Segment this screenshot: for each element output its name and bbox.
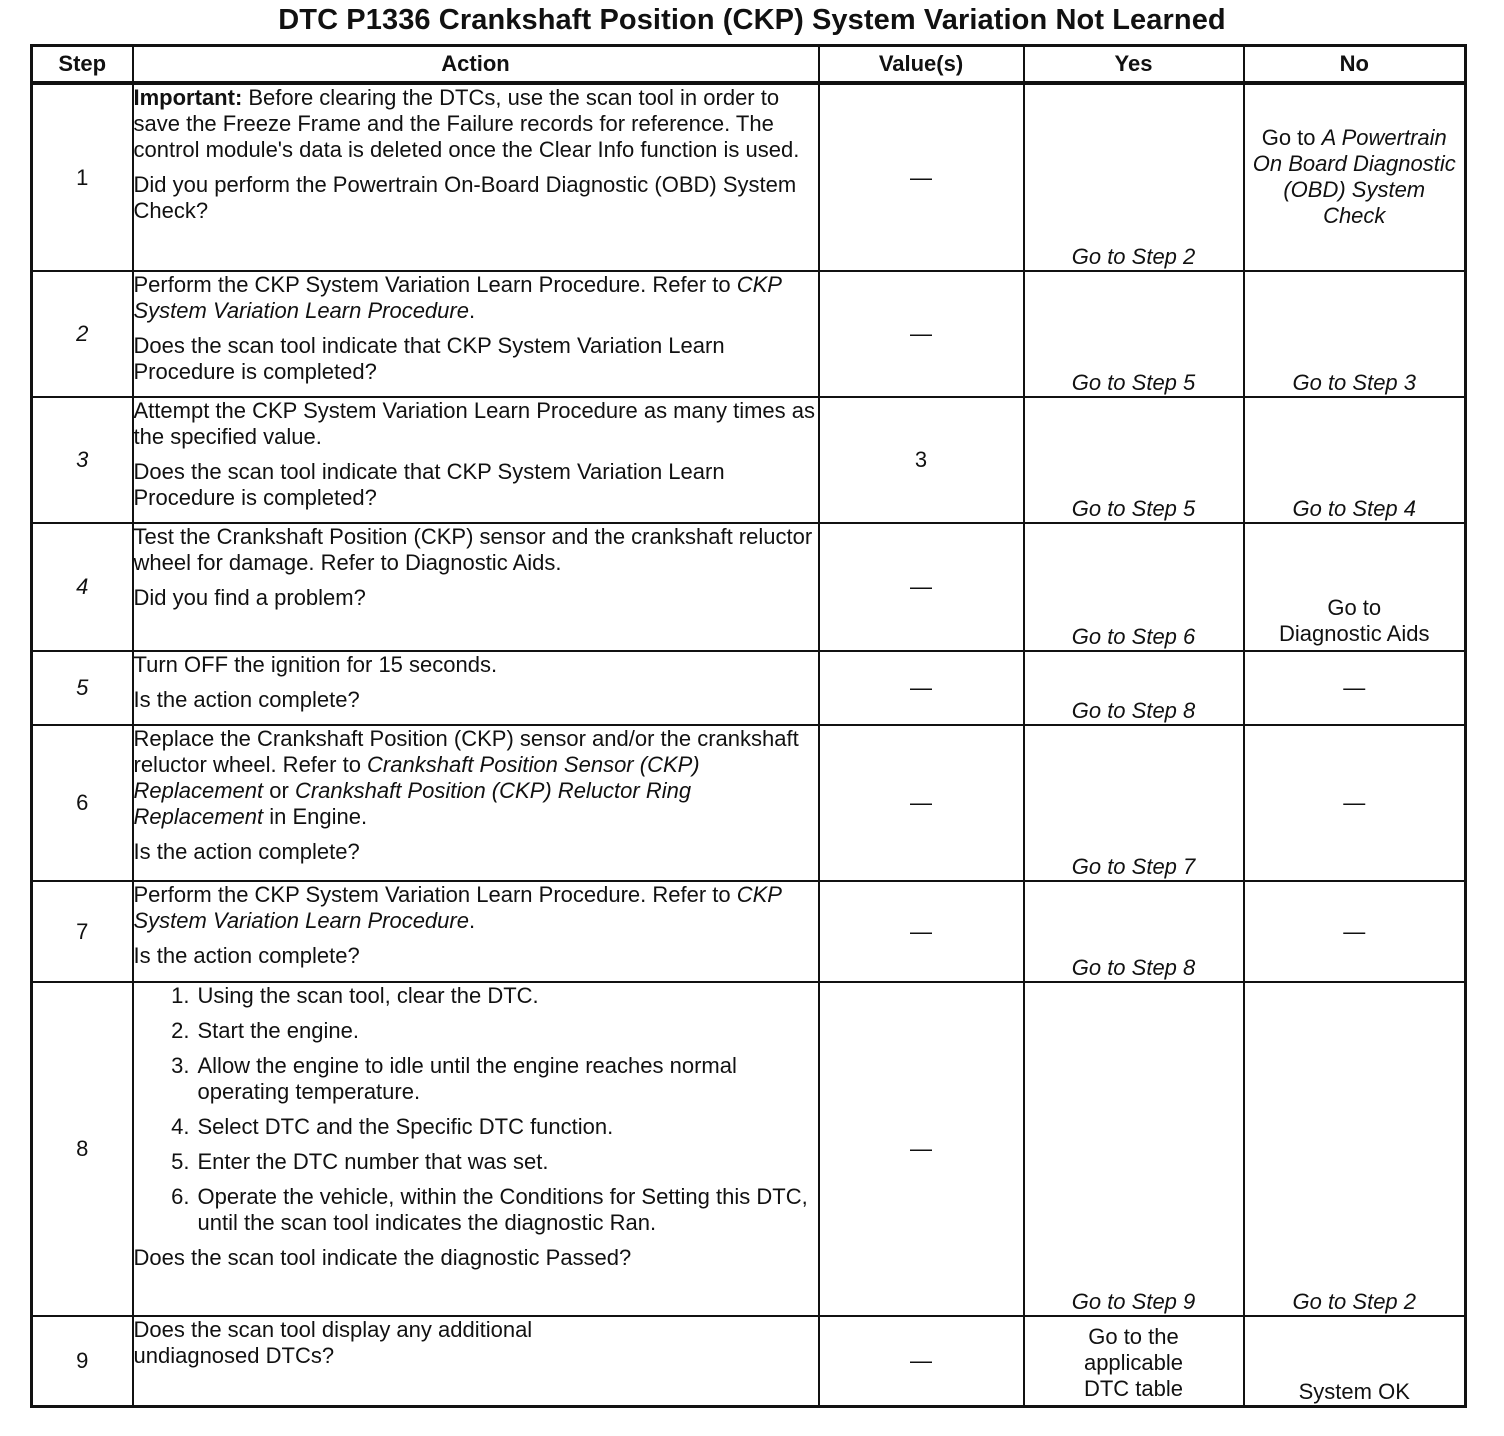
- value-cell: 3: [819, 397, 1024, 523]
- action-cell: [133, 523, 819, 651]
- step-number: 8: [32, 982, 133, 1316]
- value-cell: —: [819, 83, 1024, 271]
- action-question: Does the scan tool indicate the diagnostic Passed?: [133, 1245, 632, 1270]
- table-row: [32, 881, 1466, 982]
- value-cell: —: [819, 982, 1024, 1316]
- yes-link[interactable]: Go to Step 8: [1024, 651, 1244, 725]
- action-text: Perform the CKP System Variation Learn Procedure. Refer to CKP System Variation Learn Procedure.: [133, 882, 782, 933]
- action-question: Does the scan tool indicate that CKP System Variation Learn Procedure is completed?: [133, 459, 725, 510]
- list-item: 5. Enter the DTC number that was set.: [171, 1149, 549, 1174]
- action-text: Attempt the CKP System Variation Learn Procedure as many times as the specified value.: [133, 398, 815, 449]
- step-number: 9: [32, 1316, 133, 1406]
- step-number: 6: [32, 725, 133, 881]
- table-row: [32, 651, 1466, 725]
- list-item: 4. Select DTC and the Specific DTC function.: [171, 1114, 614, 1139]
- header-row: [32, 46, 1466, 84]
- action-text: Important: Before clearing the DTCs, use the scan tool in order to save the Freeze Frame and the Failure records for reference. The control module's data is deleted once the Clear Info function is used.: [133, 85, 800, 162]
- action-cell: [133, 881, 819, 982]
- value-cell: —: [819, 725, 1024, 881]
- list-item: 1. Using the scan tool, clear the DTC.: [171, 983, 539, 1008]
- value-cell: —: [819, 881, 1024, 982]
- step-number: 2: [32, 271, 133, 397]
- action-question: Is the action complete?: [133, 943, 360, 968]
- yes-link[interactable]: Go to Step 7: [1024, 725, 1244, 881]
- action-cell: [133, 725, 819, 881]
- action-cell: [133, 1316, 819, 1406]
- col-header-step: Step: [32, 46, 133, 84]
- table-row: [32, 83, 1466, 271]
- action-question: Did you find a problem?: [133, 585, 366, 610]
- table-row: [32, 523, 1466, 651]
- value-cell: —: [819, 1316, 1024, 1406]
- no-value: —: [1244, 881, 1466, 982]
- action-text: Perform the CKP System Variation Learn Procedure. Refer to CKP System Variation Learn Procedure.: [133, 272, 782, 323]
- yes-link[interactable]: Go to Step 5: [1024, 397, 1244, 523]
- value-cell: —: [819, 271, 1024, 397]
- step-number: 4: [32, 523, 133, 651]
- action-text: Replace the Crankshaft Position (CKP) sensor and/or the crankshaft reluctor wheel. Refer to Crankshaft Position Sensor (CKP) Replacement or Crankshaft Position (CKP) Reluctor Ring Replacement in Engine.: [133, 726, 799, 829]
- yes-link[interactable]: Go to Step 6: [1024, 523, 1244, 651]
- no-link[interactable]: Go to Diagnostic Aids: [1244, 523, 1466, 651]
- col-header-action: Action: [133, 46, 819, 84]
- value-cell: —: [819, 523, 1024, 651]
- list-item: 2. Start the engine.: [171, 1018, 359, 1043]
- action-cell: [133, 397, 819, 523]
- yes-link[interactable]: Go to Step 2: [1024, 83, 1244, 271]
- action-question: Does the scan tool display any additional undiagnosed DTCs?: [133, 1317, 533, 1368]
- value-cell: —: [819, 651, 1024, 725]
- action-question: Is the action complete?: [133, 687, 360, 712]
- yes-link[interactable]: Go to Step 5: [1024, 271, 1244, 397]
- table-row: [32, 1316, 1466, 1406]
- yes-link[interactable]: Go to Step 9: [1024, 982, 1244, 1316]
- no-value: —: [1244, 725, 1466, 881]
- action-question: Does the scan tool indicate that CKP System Variation Learn Procedure is completed?: [133, 333, 725, 384]
- table-row: [32, 271, 1466, 397]
- table-row: [32, 982, 1466, 1316]
- no-link[interactable]: Go to A Powertrain On Board Diagnostic (OBD) System Check: [1244, 83, 1466, 271]
- table-row: [32, 397, 1466, 523]
- step-number: 7: [32, 881, 133, 982]
- no-link[interactable]: Go to Step 2: [1244, 982, 1466, 1316]
- action-cell: [133, 271, 819, 397]
- yes-link[interactable]: Go to the applicable DTC table: [1024, 1316, 1244, 1406]
- step-number: 5: [32, 651, 133, 725]
- action-question: Is the action complete?: [133, 839, 360, 864]
- yes-link[interactable]: Go to Step 8: [1024, 881, 1244, 982]
- action-text: Test the Crankshaft Position (CKP) sensor and the crankshaft reluctor wheel for damage. Refer to Diagnostic Aids.: [133, 524, 813, 575]
- step-number: 3: [32, 397, 133, 523]
- page-title: DTC P1336 Crankshaft Position (CKP) System Variation Not Learned: [278, 4, 1226, 36]
- substep-list: [134, 983, 818, 1236]
- action-text: Turn OFF the ignition for 15 seconds.: [133, 652, 498, 677]
- list-item: 6. Operate the vehicle, within the Conditions for Setting this DTC, until the scan tool indicates the diagnostic Ran.: [171, 1184, 808, 1235]
- action-question: Did you perform the Powertrain On-Board Diagnostic (OBD) System Check?: [133, 172, 797, 223]
- no-value: System OK: [1244, 1316, 1466, 1406]
- col-header-yes: Yes: [1024, 46, 1244, 84]
- action-cell: [133, 982, 819, 1316]
- table-row: [32, 725, 1466, 881]
- diagnostic-table: [30, 44, 1467, 1408]
- no-link[interactable]: Go to Step 4: [1244, 397, 1466, 523]
- no-link[interactable]: Go to Step 3: [1244, 271, 1466, 397]
- action-cell: [133, 651, 819, 725]
- col-header-values: Value(s): [819, 46, 1024, 84]
- col-header-no: No: [1244, 46, 1466, 84]
- step-number: 1: [32, 83, 133, 271]
- action-cell: [133, 83, 819, 271]
- no-value: —: [1244, 651, 1466, 725]
- list-item: 3. Allow the engine to idle until the engine reaches normal operating temperature.: [171, 1053, 737, 1104]
